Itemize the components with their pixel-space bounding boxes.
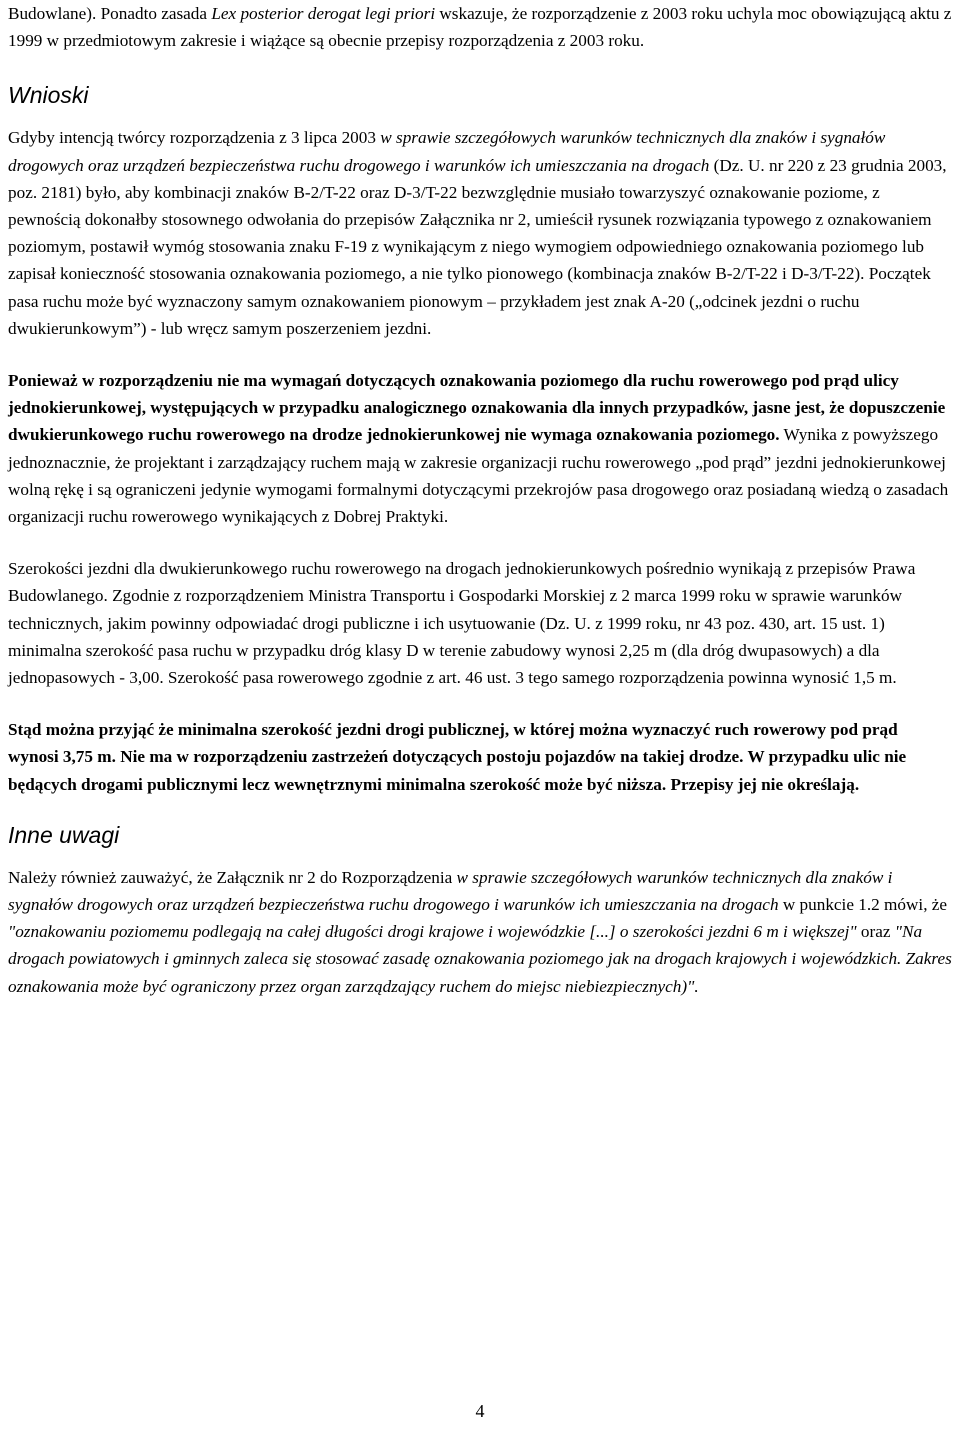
gdyby-regulation-title: w sprawie szczegółowych warunków technicznych dla znaków i sygnałów drogowych oraz urządzeń bezpieczeństwa ruchu drogowego i warunków ich umieszczania na drogach	[8, 128, 886, 175]
intro-text-1: Budowlane). Ponadto zasada	[8, 4, 212, 23]
paragraph-nalezy	[8, 864, 952, 1000]
gdyby-text-2: (Dz. U. nr 220 z 23 grudnia 2003, poz. 2181) było, aby kombinacji znaków B-2/T-22 oraz D-3/T-22 bezwzględnie musiało towarzyszyć oznakowanie poziome, z pewnością dokonałby stosownego odwołania do przepisów Załącznika nr 2, umieścił rysunek rozwiązania typowego z oznakowaniem poziomym, postawił wymóg stosowania znaku F-19 z wynikającym z niego wymogiem odpowiedniego oznakowania poziomego lub zapisał konieczność stosowania oznakowania poziomego, a nie tylko pionowego (kombinacja znaków B-2/T-22 i D-3/T-22). Początek pasa ruchu może być wyznaczony samym oznakowaniem pionowym – przykładem jest znak A-20 („odcinek jezdni o ruchu dwukierunkowym”) - lub wręcz samym poszerzeniem jezdni.	[8, 155, 947, 338]
gdyby-text-1: Gdyby intencją twórcy rozporządzenia z 3 lipca 2003	[8, 128, 381, 148]
paragraph-gdyby	[8, 124, 952, 342]
poniewaz-text: Wynika z powyższego jednoznacznie, że projektant i zarządzający ruchem mają w zakresie organizacji ruchu rowerowego „pod prąd” jezdni jednokierunkowej wolną rękę i są ograniczeni jedynie wymogami formalnymi dotyczącymi przekrojów pasa drogowego oraz posiadaną wiedzą o zasadach organizacji ruchu rowerowego wynikających z Dobrej Praktyki.	[8, 425, 949, 527]
poniewaz-bold-conclusion: Ponieważ w rozporządzeniu nie ma wymagań dotyczących oznakowania poziomego dla ruchu rowerowego pod prąd ulicy jednokierunkowej, występujących w przypadku analogicznego oznakowania dla innych przypadków, jasne jest, że dopuszczenie dwukierunkowego ruchu rowerowego na drodze jednokierunkowej nie wymaga oznakowania poziomego.	[8, 371, 946, 445]
paragraph-poniewaz	[8, 367, 952, 530]
intro-paragraph	[8, 0, 952, 54]
paragraph-szerokosci: Szerokości jezdni dla dwukierunkowego ruchu rowerowego na drogach jednokierunkowych pośrednio wynikają z przepisów Prawa Budowlanego. Zgodnie z rozporządzeniem Ministra Transportu i Gospodarki Morskiej z 2 marca 1999 roku w sprawie warunków technicznych, jakim powinny odpowiadać drogi publiczne i ich usytuowanie (Dz. U. z 1999 roku, nr 43 poz. 430, art. 15 ust. 1) minimalna szerokość pasa ruchu w przypadku dróg klasy D w terenie zabudowy wynosi 2,25 m (dla dróg dwupasowych) a dla jednopasowych - 3,00. Szerokość pasa rowerowego zgodnie z art. 46 ust. 3 tego samego rozporządzenia powinna wynosić 1,5 m.	[8, 559, 916, 688]
stad-bold-text: Stąd można przyjąć że minimalna szerokość jezdni drogi publicznej, w której można wyznaczyć ruch rowerowy pod prąd wynosi 3,75 m. Nie ma w rozporządzeniu zastrzeżeń dotyczących postoju pojazdów na takiej drodze. W przypadku ulic nie będących drogami publicznymi lecz wewnętrznymi minimalna szerokość może być niższa. Przepisy jej nie określają.	[8, 720, 907, 794]
nalezy-quote-2: "Na drogach powiatowych i gminnych zaleca się stosować zasadę oznakowania poziomego jak na drogach krajowych i wojewódzkich. Zakres oznakowania może być ograniczony przez organ zarządzający ruchem do miejsc niebiezpiecznych)".	[8, 922, 952, 996]
nalezy-regulation-title: w sprawie szczegółowych warunków technicznych dla znaków i sygnałów drogowych oraz urządzeń bezpieczeństwa ruchu drogowego i warunków ich umieszczania na drogach	[8, 867, 893, 915]
intro-latin-maxim: Lex posterior derogat legi priori	[211, 4, 436, 23]
page-number: 4	[475, 1401, 485, 1421]
document-page	[8, 0, 952, 1000]
intro-text-2: wskazuje, że rozporządzenie z 2003 roku uchyla moc obowiązującą aktu z 1999 w przedmiotowym zakresie i wiążące są obecnie przepisy rozporządzenia z 2003 roku.	[8, 4, 952, 51]
nalezy-text-1: Należy również zauważyć, że Załącznik nr 2 do Rozporządzenia	[8, 867, 457, 887]
section-heading-wnioski: Wnioski	[8, 82, 89, 109]
paragraph-stad	[8, 716, 952, 798]
nalezy-text-2: w punkcie 1.2 mówi, że	[778, 895, 948, 915]
nalezy-text-3: oraz	[856, 922, 895, 942]
section-heading-inne-uwagi: Inne uwagi	[8, 821, 120, 848]
nalezy-quote-1: "oznakowaniu poziomemu podlegają na całej długości drogi krajowe i wojewódzkie [...] o szerokości jezdni 6 m i większej"	[8, 922, 857, 942]
